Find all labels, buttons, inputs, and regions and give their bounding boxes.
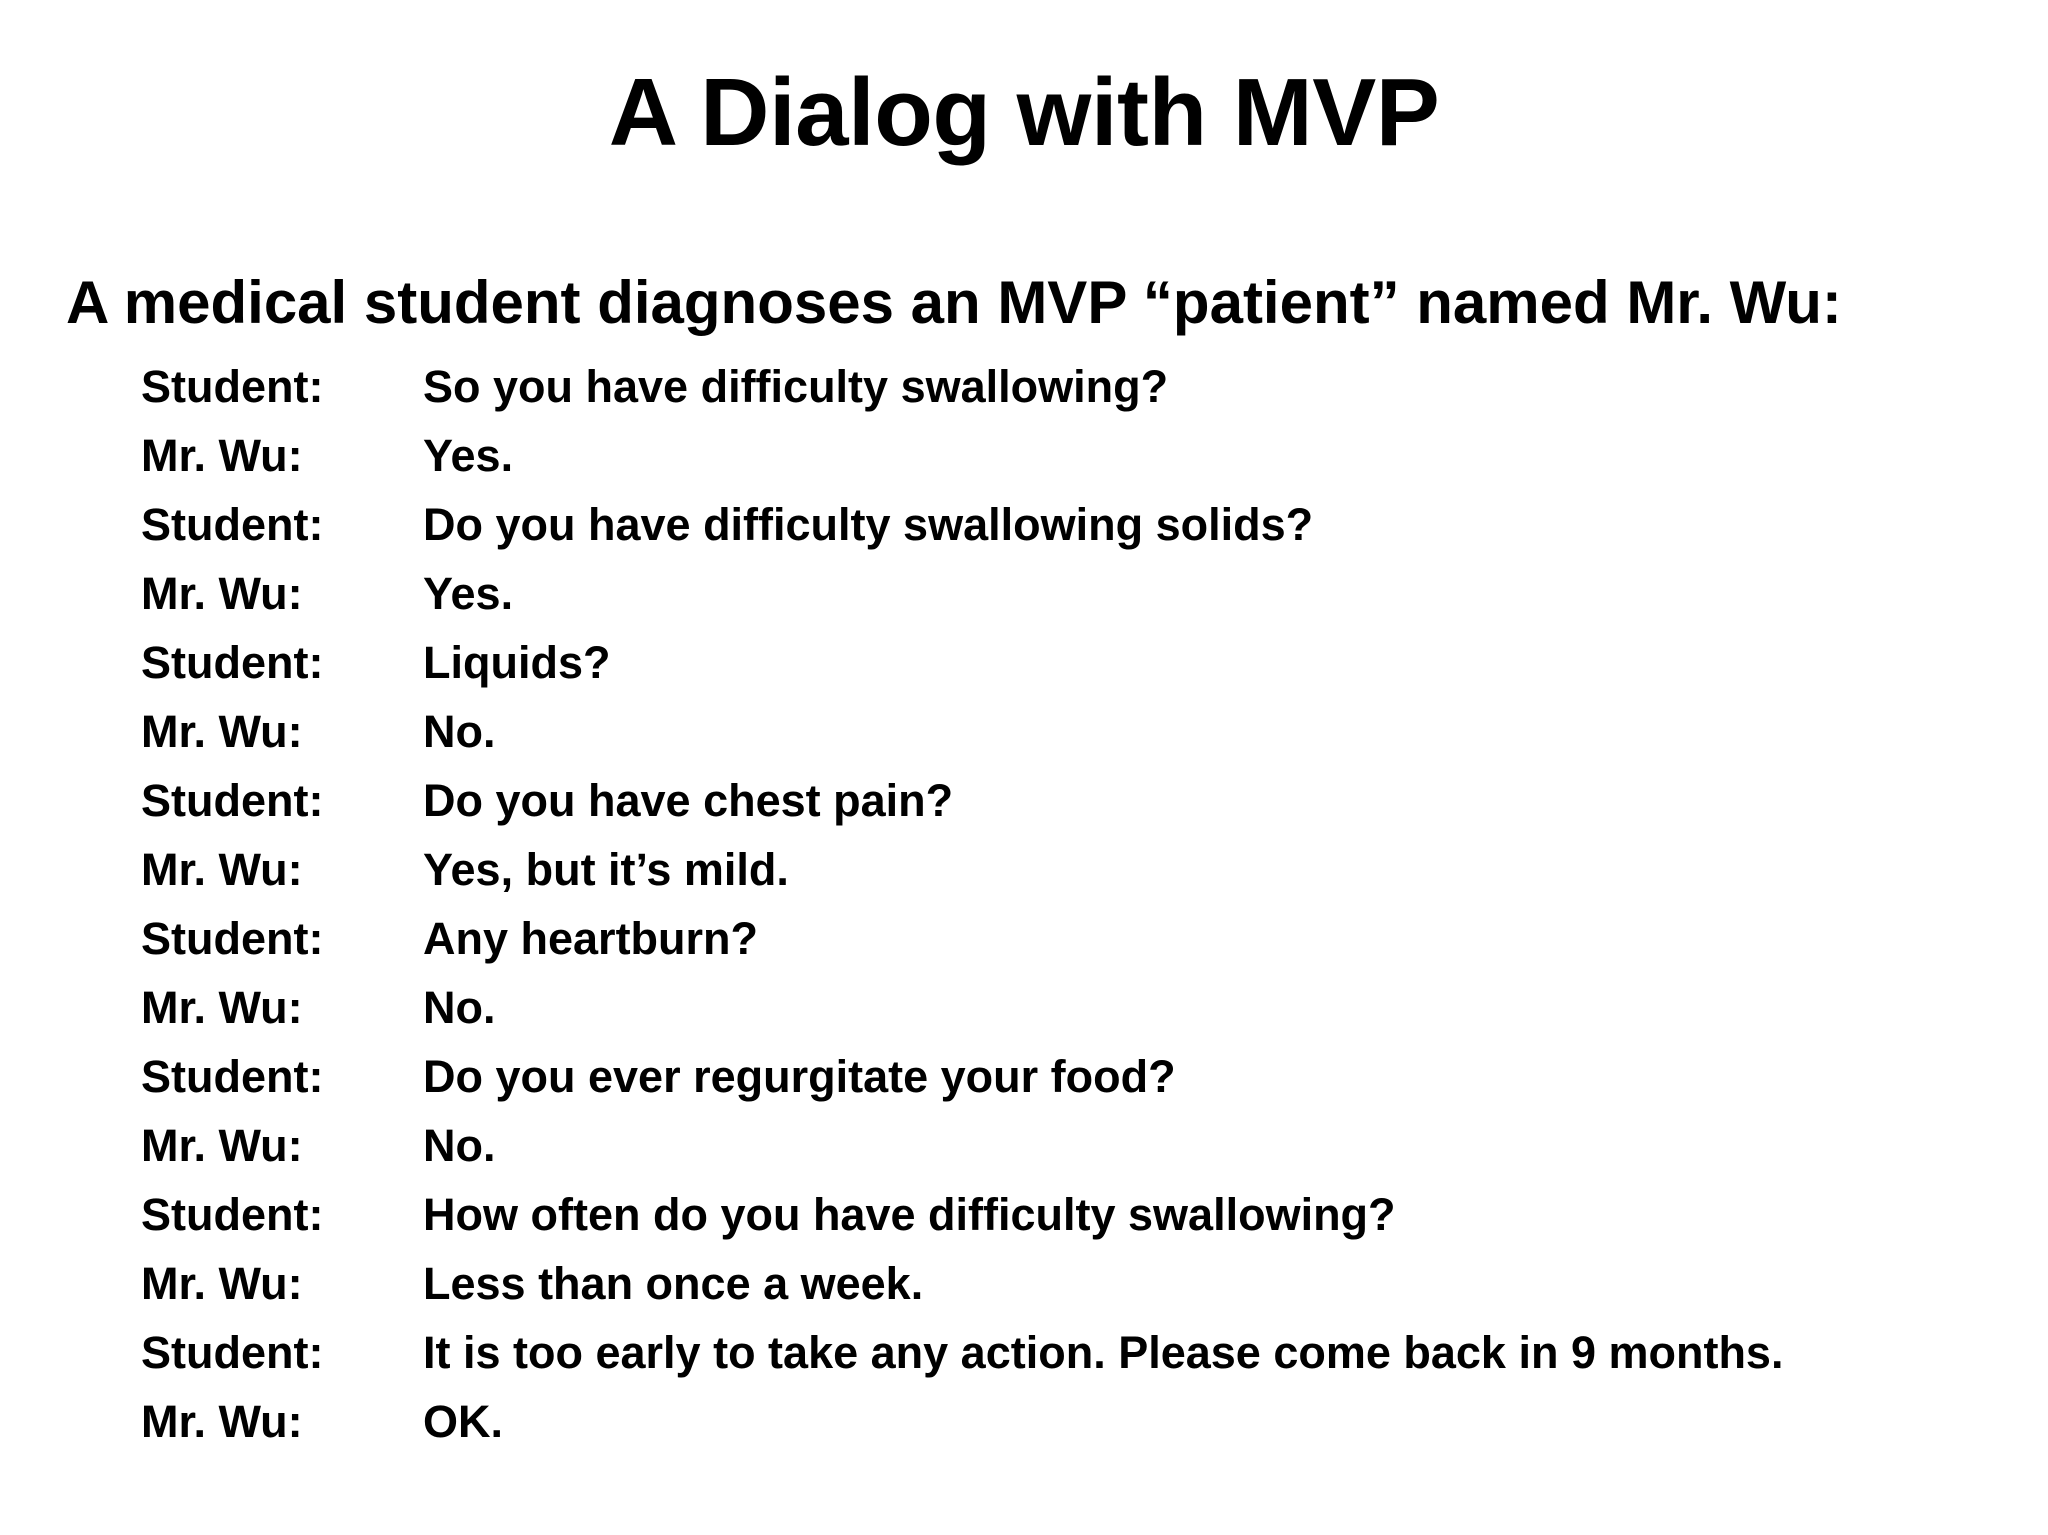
utterance-text: Any heartburn? — [423, 913, 759, 964]
speaker-label: Student: — [141, 775, 324, 826]
utterance-text: It is too early to take any action. Please come back in 9 months. — [423, 1327, 1784, 1378]
dialog-line — [141, 835, 1941, 904]
speaker-label: Mr. Wu: — [141, 844, 303, 895]
utterance-text: No. — [423, 706, 496, 757]
utterance-text: How often do you have difficulty swallowing? — [423, 1189, 1396, 1240]
dialog-line — [141, 559, 1941, 628]
speaker-label: Student: — [141, 1051, 324, 1102]
dialog-line — [141, 1180, 1941, 1249]
dialog-list — [141, 352, 1941, 1456]
utterance-text: Yes, but it’s mild. — [423, 844, 789, 895]
utterance-text: OK. — [423, 1396, 504, 1447]
utterance-text: Do you ever regurgitate your food? — [423, 1051, 1176, 1102]
dialog-line — [141, 1042, 1941, 1111]
speaker-label: Mr. Wu: — [141, 1120, 303, 1171]
dialog-line — [141, 352, 1941, 421]
utterance-text: Yes. — [423, 568, 514, 619]
speaker-label: Mr. Wu: — [141, 568, 303, 619]
dialog-line — [141, 1111, 1941, 1180]
utterance-text: No. — [423, 982, 496, 1033]
dialog-line — [141, 904, 1941, 973]
dialog-line — [141, 1318, 1941, 1387]
speaker-label: Student: — [141, 913, 324, 964]
intro-text: A medical student diagnoses an MVP “patient” named Mr. Wu: — [66, 269, 1842, 336]
utterance-text: No. — [423, 1120, 496, 1171]
utterance-text: Liquids? — [423, 637, 611, 688]
speaker-label: Mr. Wu: — [141, 1396, 303, 1447]
speaker-label: Mr. Wu: — [141, 982, 303, 1033]
dialog-line — [141, 973, 1941, 1042]
utterance-text: Do you have difficulty swallowing solids? — [423, 499, 1314, 550]
speaker-label: Mr. Wu: — [141, 1258, 303, 1309]
speaker-label: Student: — [141, 1189, 324, 1240]
utterance-text: Less than once a week. — [423, 1258, 924, 1309]
speaker-label: Student: — [141, 499, 324, 550]
dialog-line — [141, 490, 1941, 559]
speaker-label: Student: — [141, 1327, 324, 1378]
dialog-line — [141, 421, 1941, 490]
speaker-label: Student: — [141, 361, 324, 412]
utterance-text: Yes. — [423, 430, 514, 481]
dialog-line — [141, 766, 1941, 835]
slide-title: A Dialog with MVP — [608, 59, 1440, 166]
utterance-text: Do you have chest pain? — [423, 775, 954, 826]
speaker-label: Student: — [141, 637, 324, 688]
speaker-label: Mr. Wu: — [141, 706, 303, 757]
dialog-line — [141, 1249, 1941, 1318]
speaker-label: Mr. Wu: — [141, 430, 303, 481]
dialog-line — [141, 628, 1941, 697]
dialog-line — [141, 697, 1941, 766]
dialog-line — [141, 1387, 1941, 1456]
utterance-text: So you have difficulty swallowing? — [423, 361, 1169, 412]
